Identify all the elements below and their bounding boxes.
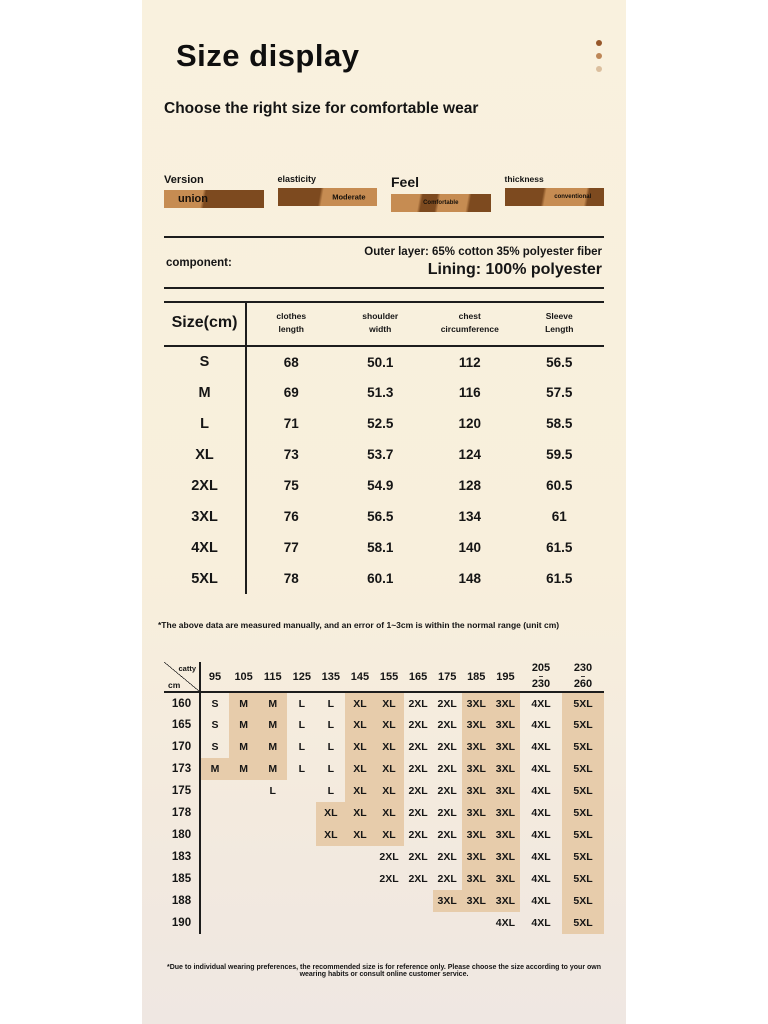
recommended-size-cell: 2XL (408, 785, 428, 798)
recommended-size-cell: 4XL (531, 807, 551, 820)
header-line: Sleeve (545, 311, 573, 321)
size-table-row (164, 532, 604, 563)
matrix-row (164, 802, 604, 824)
recommended-size-cell: M (258, 714, 287, 736)
size-table-row (164, 377, 604, 408)
recommended-size-cell: 2XL (437, 873, 457, 886)
header-line: shoulder (362, 311, 399, 321)
recommended-size-cell: 3XL (491, 780, 520, 802)
recommended-size-cell: 2XL (408, 873, 428, 886)
recommended-size-cell: 3XL (462, 714, 491, 736)
recommended-size-cell: 3XL (491, 890, 520, 912)
size-value: 58.1 (367, 540, 394, 556)
corner-unit-weight: catty (178, 664, 196, 674)
recommended-size-cell: 3XL (491, 736, 520, 758)
matrix-row (164, 736, 604, 758)
recommended-size-cell: 3XL (491, 868, 520, 890)
attribute-label: thickness (504, 174, 544, 184)
recommended-size-cell: XL (345, 714, 374, 736)
height-row-header: 180 (164, 824, 200, 846)
recommended-size-cell: XL (374, 714, 403, 736)
size-table-body (164, 346, 604, 594)
recommended-size-cell: 3XL (462, 780, 491, 802)
size-table-row (164, 470, 604, 501)
size-table-row (164, 408, 604, 439)
recommended-size-cell: L (298, 763, 305, 776)
recommended-size-cell: 2XL (408, 829, 428, 842)
range-bound: 230 (573, 662, 593, 675)
attribute-label: Feel (391, 174, 420, 190)
recommended-size-cell (433, 912, 462, 934)
size-value: 61.5 (546, 571, 573, 587)
size-value: 50.1 (367, 354, 394, 370)
recommended-size-cell: M (200, 758, 229, 780)
recommended-size-cell: 2XL (408, 697, 428, 710)
recommended-size-cell: XL (374, 802, 403, 824)
recommended-size-cell: 4XL (531, 851, 551, 864)
recommended-size-cell: 3XL (491, 824, 520, 846)
recommended-size-cell: 3XL (491, 758, 520, 780)
recommended-size-cell: 2XL (437, 807, 457, 820)
recommended-size-cell: 2XL (408, 807, 428, 820)
recommended-size-cell (229, 890, 258, 912)
size-value: 124 (458, 447, 482, 463)
recommended-size-cell: 3XL (462, 758, 491, 780)
recommended-size-cell (200, 868, 229, 890)
recommended-size-cell (258, 912, 287, 934)
size-value: 112 (458, 354, 481, 370)
recommended-size-cell (229, 824, 258, 846)
recommended-size-cell (345, 890, 374, 912)
recommended-size-cell (316, 868, 345, 890)
size-column-header (246, 302, 336, 346)
size-table (164, 301, 604, 594)
recommended-size-cell: XL (345, 736, 374, 758)
recommended-size-cell: 2XL (437, 829, 457, 842)
recommended-size-cell: M (229, 758, 258, 780)
recommended-size-cell: M (229, 692, 258, 714)
recommended-size-cell: 4XL (531, 895, 551, 908)
recommended-size-cell: 2XL (437, 785, 457, 798)
size-column-header (336, 302, 426, 346)
recommended-size-cell: XL (345, 802, 374, 824)
attribute-value: Moderate (332, 192, 366, 202)
recommended-size-cell: 3XL (491, 846, 520, 868)
height-row-header: 170 (164, 736, 200, 758)
recommended-size-cell: XL (345, 780, 374, 802)
matrix-header-row (164, 662, 604, 692)
size-value: 71 (283, 416, 299, 432)
recommended-size-cell (200, 780, 229, 802)
recommended-size-cell: XL (374, 692, 403, 714)
weight-column-header: 105 (229, 662, 258, 692)
recommended-size-cell (287, 912, 316, 934)
size-value: 57.5 (546, 385, 573, 401)
recommended-size-cell (374, 912, 403, 934)
recommended-size-cell: 2XL (408, 719, 428, 732)
matrix-row (164, 758, 604, 780)
recommended-size-cell: 3XL (462, 846, 491, 868)
recommended-size-cell: XL (316, 802, 345, 824)
recommended-size-cell: 5XL (562, 890, 604, 912)
recommended-size-cell: 3XL (491, 714, 520, 736)
size-table-row (164, 346, 604, 377)
recommended-size-cell: 4XL (531, 697, 551, 710)
recommended-size-cell: M (229, 736, 258, 758)
height-row-header: 183 (164, 846, 200, 868)
recommended-size-cell: 4XL (531, 719, 551, 732)
size-column-header (164, 302, 246, 346)
recommended-size-cell: M (229, 714, 258, 736)
recommended-size-cell (258, 802, 287, 824)
recommended-size-cell (229, 802, 258, 824)
recommended-size-cell: L (327, 763, 335, 776)
measure-note: *The above data are measured manually, and an error of 1~3cm is within the normal range (unit cm) (158, 620, 560, 631)
recommended-size-cell (258, 868, 287, 890)
recommended-size-cell (200, 824, 229, 846)
recommended-size-cell: 3XL (491, 802, 520, 824)
size-recommendation-matrix (164, 662, 604, 934)
recommended-size-cell: 4XL (531, 829, 551, 842)
header-line: length (278, 324, 304, 335)
size-value: 60.1 (367, 571, 394, 587)
header-line: clothes (276, 311, 307, 321)
recommended-size-cell: 2XL (379, 851, 399, 864)
matrix-header (164, 662, 604, 692)
recommended-size-cell (374, 890, 403, 912)
recommended-size-cell: M (258, 758, 287, 780)
header-line: width (369, 324, 392, 335)
component-section (164, 236, 604, 289)
range-dash: – (538, 671, 544, 681)
recommended-size-cell: 3XL (462, 824, 491, 846)
recommended-size-cell: XL (374, 824, 403, 846)
recommended-size-cell: 5XL (562, 736, 604, 758)
recommended-size-cell (258, 890, 287, 912)
size-value: 128 (458, 478, 482, 494)
size-value: 53.7 (367, 447, 394, 463)
recommended-size-cell (287, 868, 316, 890)
matrix-row (164, 890, 604, 912)
size-table-row (164, 439, 604, 470)
recommended-size-cell (287, 802, 316, 824)
weight-column-header: 135 (316, 662, 345, 692)
size-value: 77 (283, 540, 299, 556)
recommended-size-cell: 2XL (437, 741, 457, 754)
recommended-size-cell (345, 868, 374, 890)
recommended-size-cell: L (327, 719, 335, 732)
recommended-size-cell: 5XL (562, 802, 604, 824)
recommended-size-cell: XL (374, 736, 403, 758)
weight-column-header (520, 662, 562, 692)
recommended-size-cell (258, 846, 287, 868)
recommended-size-cell: M (258, 736, 287, 758)
attribute-elasticity (278, 174, 378, 212)
header-line: circumference (440, 324, 499, 335)
size-value: 134 (458, 509, 482, 525)
component-values (364, 246, 602, 279)
recommended-size-cell: 2XL (437, 719, 457, 732)
lining-text: Lining: 100% polyester (427, 261, 602, 278)
matrix-row (164, 714, 604, 736)
size-value: 61.5 (546, 540, 573, 556)
height-row-header: 188 (164, 890, 200, 912)
attribute-label: Version (164, 174, 204, 186)
recommended-size-cell: 5XL (562, 758, 604, 780)
recommended-size-cell: 4XL (531, 917, 551, 930)
weight-column-header: 155 (374, 662, 403, 692)
recommended-size-cell: 5XL (562, 868, 604, 890)
recommended-size-cell: XL (316, 824, 345, 846)
attribute-level-bar (164, 190, 264, 208)
recommended-size-cell: XL (374, 758, 403, 780)
size-value: 59.5 (546, 447, 573, 463)
dot-icon (596, 66, 602, 72)
size-column-header (425, 302, 515, 346)
recommended-size-cell (287, 780, 316, 802)
recommended-size-cell: L (327, 697, 335, 710)
attribute-label: elasticity (277, 174, 317, 184)
decor-dots (596, 40, 602, 72)
matrix-row (164, 912, 604, 934)
size-value: 56.5 (367, 509, 394, 525)
recommended-size-cell: 2XL (379, 873, 399, 886)
size-table-header (164, 302, 604, 346)
recommended-size-cell: 5XL (562, 692, 604, 714)
range-bound: 260 (573, 678, 593, 691)
attributes-row (164, 174, 604, 212)
attribute-version (164, 174, 264, 212)
outer-layer-text: Outer layer: 65% cotton 35% polyester fiber (364, 246, 602, 258)
recommended-size-cell (229, 912, 258, 934)
weight-column-header: 165 (404, 662, 433, 692)
weight-column-header: 175 (433, 662, 462, 692)
recommended-size-cell: 5XL (562, 824, 604, 846)
recommended-size-cell: L (327, 785, 335, 798)
size-label: L (164, 408, 246, 439)
matrix-row (164, 780, 604, 802)
size-table-row (164, 563, 604, 594)
size-value: 52.5 (367, 416, 394, 432)
recommended-size-cell (229, 846, 258, 868)
recommended-size-cell (200, 846, 229, 868)
recommended-size-cell: XL (345, 758, 374, 780)
size-value: 69 (283, 385, 299, 401)
matrix-row (164, 824, 604, 846)
height-row-header: 173 (164, 758, 200, 780)
matrix-row (164, 868, 604, 890)
recommended-size-cell (404, 912, 433, 934)
recommended-size-cell (287, 824, 316, 846)
recommended-size-cell: 3XL (462, 890, 491, 912)
height-row-header: 190 (164, 912, 200, 934)
size-value: 54.9 (367, 478, 394, 494)
recommended-size-cell (345, 846, 374, 868)
page-subtitle: Choose the right size for comfortable wear (164, 100, 479, 117)
size-value: 51.3 (367, 385, 394, 401)
matrix-row (164, 692, 604, 714)
size-label: 5XL (164, 563, 246, 594)
matrix-row (164, 846, 604, 868)
recommended-size-cell (229, 868, 258, 890)
recommended-size-cell (462, 912, 491, 934)
weight-column-header: 185 (462, 662, 491, 692)
size-label: 4XL (164, 532, 246, 563)
recommended-size-cell: 4XL (531, 763, 551, 776)
recommended-size-cell: 2XL (408, 763, 428, 776)
height-row-header: 178 (164, 802, 200, 824)
dot-icon (596, 40, 602, 46)
size-label: S (164, 346, 246, 377)
size-value: 73 (283, 447, 299, 463)
height-row-header: 185 (164, 868, 200, 890)
recommended-size-cell (200, 912, 229, 934)
recommended-size-cell: 2XL (437, 697, 457, 710)
size-value: 60.5 (546, 478, 573, 494)
size-value: 58.5 (546, 416, 573, 432)
header-line: Length (545, 324, 574, 335)
height-row-header: 160 (164, 692, 200, 714)
recommended-size-cell (229, 780, 258, 802)
recommended-size-cell: 2XL (408, 851, 428, 864)
recommended-size-cell: 3XL (462, 692, 491, 714)
recommended-size-cell: 2XL (408, 741, 428, 754)
recommended-size-cell: L (298, 697, 305, 710)
recommended-size-cell (287, 846, 316, 868)
bottom-note: *Due to individual wearing preferences, the recommended size is for reference only. Please choose the size according to your own wearing habits or consult online customer service. (167, 964, 601, 979)
weight-column-header: 195 (491, 662, 520, 692)
recommended-size-cell: XL (345, 824, 374, 846)
recommended-size-cell: 4XL (531, 741, 551, 754)
size-value: 116 (458, 385, 481, 401)
size-label: 3XL (164, 501, 246, 532)
size-value: 68 (283, 354, 299, 370)
dot-icon (596, 53, 602, 59)
recommended-size-cell: L (298, 741, 305, 754)
recommended-size-cell: L (269, 785, 276, 798)
attribute-level-bar (391, 194, 491, 212)
recommended-size-cell: 5XL (562, 846, 604, 868)
recommended-size-cell: 2XL (437, 851, 457, 864)
height-row-header: 165 (164, 714, 200, 736)
recommended-size-cell (200, 890, 229, 912)
size-display-panel (142, 0, 626, 1024)
matrix-body (164, 692, 604, 934)
weight-column-header: 125 (287, 662, 316, 692)
size-value: 56.5 (546, 354, 573, 370)
weight-column-header (562, 662, 604, 692)
attribute-level-bar (505, 188, 605, 206)
recommended-size-cell (287, 890, 316, 912)
size-value: 120 (458, 416, 482, 432)
recommended-size-cell (345, 912, 374, 934)
attribute-value: conventional (554, 194, 592, 200)
recommended-size-cell: S (211, 697, 219, 710)
recommended-size-cell (316, 890, 345, 912)
recommended-size-cell: 5XL (562, 780, 604, 802)
recommended-size-cell: 5XL (562, 714, 604, 736)
size-value: 140 (458, 540, 482, 556)
size-label: M (164, 377, 246, 408)
attribute-feel (391, 174, 491, 212)
recommended-size-cell: XL (345, 692, 374, 714)
size-value: 61 (551, 509, 567, 525)
page-title: Size display (176, 38, 360, 73)
corner-unit-height: cm (168, 680, 181, 691)
size-table-header-row (164, 302, 604, 346)
recommended-size-cell: 5XL (562, 912, 604, 934)
matrix-corner-cell (164, 662, 200, 692)
recommended-size-cell: 3XL (462, 736, 491, 758)
size-value: 148 (458, 571, 482, 587)
weight-column-header: 145 (345, 662, 374, 692)
weight-column-header: 115 (258, 662, 287, 692)
recommended-size-cell (258, 824, 287, 846)
recommended-size-cell: 3XL (491, 692, 520, 714)
recommended-size-cell: S (211, 741, 219, 754)
recommended-size-cell: S (211, 719, 219, 732)
recommended-size-cell: 3XL (433, 890, 462, 912)
weight-column-header: 95 (200, 662, 229, 692)
attribute-value: union (178, 193, 208, 205)
size-value: 78 (283, 571, 299, 587)
header-line: chest (458, 311, 481, 321)
component-label: component: (166, 256, 232, 269)
recommended-size-cell: M (258, 692, 287, 714)
recommended-size-cell (316, 846, 345, 868)
recommended-size-cell (316, 912, 345, 934)
attribute-level-bar (278, 188, 378, 206)
recommended-size-cell (404, 890, 433, 912)
header-line: Size(cm) (171, 314, 238, 332)
recommended-size-cell: XL (374, 780, 403, 802)
recommended-size-cell: 2XL (437, 763, 457, 776)
recommended-size-cell: 3XL (462, 802, 491, 824)
size-label: XL (164, 439, 246, 470)
recommended-size-cell: 3XL (462, 868, 491, 890)
attribute-value: Comfortable (423, 200, 459, 206)
recommended-size-cell: 4XL (531, 785, 551, 798)
size-column-header (515, 302, 605, 346)
recommended-size-cell: 4XL (531, 873, 551, 886)
range-bound: 205 (531, 662, 551, 675)
recommended-size-cell (200, 802, 229, 824)
range-bound: 230 (531, 678, 551, 691)
size-value: 76 (283, 509, 299, 525)
recommended-size-cell: 4XL (495, 917, 516, 930)
size-label: 2XL (164, 470, 246, 501)
attribute-thickness (505, 174, 605, 212)
size-table-row (164, 501, 604, 532)
recommended-size-cell: L (298, 719, 305, 732)
recommended-size-cell: L (327, 741, 335, 754)
size-value: 75 (283, 478, 299, 494)
height-row-header: 175 (164, 780, 200, 802)
range-dash: – (580, 671, 586, 681)
